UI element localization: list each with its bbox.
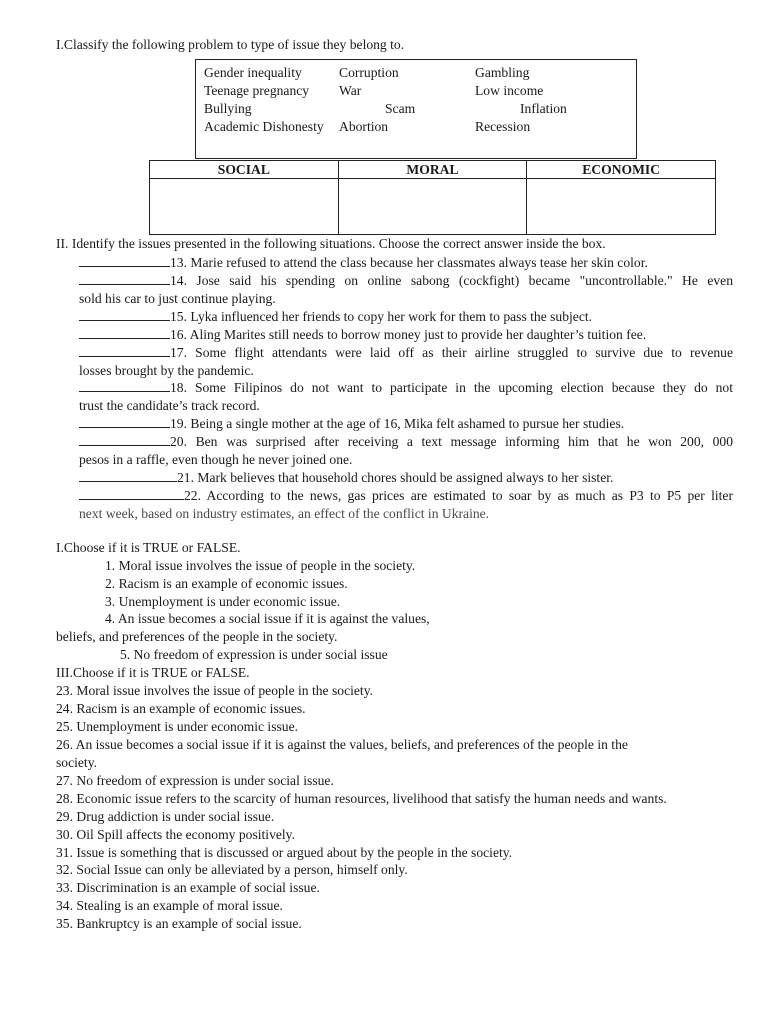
tf1-item: 3. Unemployment is under economic issue. xyxy=(105,594,341,609)
question-item: 15. Lyka influenced her friends to copy her work for them to pass the subject. xyxy=(79,307,733,326)
word-option: Bullying xyxy=(204,101,252,116)
tf-statement: 24. Racism is an example of economic issues. xyxy=(56,701,306,716)
question-item: 17. Some flight attendants were laid off as their airline struggled to survive due to revenue losses brought by the pandemic. xyxy=(79,345,733,378)
section1-instruction: I.Classify the following problem to type of issue they belong to. xyxy=(56,37,405,52)
question-item: 16. Aling Marites still needs to borrow money just to provide her daughter’s tuition fee. xyxy=(79,325,733,344)
answer-blank[interactable] xyxy=(79,253,170,267)
answer-blank[interactable] xyxy=(79,271,170,285)
word-option: Gambling xyxy=(475,65,530,80)
moral-answer-cell[interactable] xyxy=(338,179,527,235)
tf-statement: 34. Stealing is an example of moral issue. xyxy=(56,898,283,913)
social-answer-cell[interactable] xyxy=(150,179,339,235)
tf-statement: 35. Bankruptcy is an example of social issue. xyxy=(56,916,302,931)
answer-blank[interactable] xyxy=(79,378,170,392)
tf-statement: 23. Moral issue involves the issue of people in the society. xyxy=(56,683,374,698)
question-item: 21. Mark believes that household chores should be assigned always to her sister. xyxy=(79,468,733,487)
tf-statement: 27. No freedom of expression is under social issue. xyxy=(56,773,334,788)
question-item: 22. According to the news, gas prices are estimated to soar by as much as P3 to P5 per liter next week, based on industry estimates, an effect of the conflict in Ukraine. xyxy=(79,488,733,521)
word-option: Abortion xyxy=(339,119,389,134)
answer-blank[interactable] xyxy=(79,432,170,446)
question-item: 18. Some Filipinos do not want to participate in the upcoming election because they do not trust the candidate’s track record. xyxy=(79,380,733,413)
word-option: War xyxy=(339,83,362,98)
tf1-item-continued: beliefs, and preferences of the people in the society. xyxy=(56,629,338,644)
section2-instruction: II. Identify the issues presented in the following situations. Choose the correct answer inside the box. xyxy=(56,236,606,251)
question-item: 14. Jose said his spending on online sabong (cockfight) became "uncontrollable." He even sold his car to just continue playing. xyxy=(79,273,733,306)
question-item: 20. Ben was surprised after receiving a text message informing him that he won 200, 000 pesos in a raffle, even though he never joined one. xyxy=(79,434,733,467)
tf1-item: 5. No freedom of expression is under social issue xyxy=(120,647,388,662)
answer-blank[interactable] xyxy=(79,468,177,482)
tf-statement: 29. Drug addiction is under social issue. xyxy=(56,809,275,824)
moral-header: MORAL xyxy=(338,161,527,179)
tf-statement: 33. Discrimination is an example of social issue. xyxy=(56,880,320,895)
word-option: Corruption xyxy=(339,65,399,80)
tf1-item: 2. Racism is an example of economic issues. xyxy=(105,576,348,591)
tf-statement: 31. Issue is something that is discussed or argued about by the people in the society. xyxy=(56,845,513,860)
word-option: Teenage pregnancy xyxy=(204,83,310,98)
answer-blank[interactable] xyxy=(79,414,170,428)
tf-statement: 26. An issue becomes a social issue if it is against the values, beliefs, and preferences of the people in the xyxy=(56,737,628,752)
classification-table xyxy=(149,160,716,235)
answer-blank[interactable] xyxy=(79,325,170,339)
tf-statement: society. xyxy=(56,755,98,770)
tf1-item: 1. Moral issue involves the issue of people in the society. xyxy=(105,558,416,573)
question-item: 13. Marie refused to attend the class because her classmates always tease her skin color. xyxy=(79,253,733,272)
word-option: Academic Dishonesty xyxy=(204,119,324,134)
tf1-instruction: I.Choose if it is TRUE or FALSE. xyxy=(56,540,241,555)
word-box xyxy=(195,59,637,159)
economic-answer-cell[interactable] xyxy=(527,179,716,235)
tf-statement: 32. Social Issue can only be alleviated by a person, himself only. xyxy=(56,862,408,877)
word-option: Low income xyxy=(475,83,544,98)
word-option: Scam xyxy=(385,101,416,116)
word-option: Inflation xyxy=(520,101,567,116)
answer-blank[interactable] xyxy=(79,486,184,500)
section3-instruction: III.Choose if it is TRUE or FALSE. xyxy=(56,665,250,680)
word-option: Recession xyxy=(475,119,531,134)
word-option: Gender inequality xyxy=(204,65,302,80)
tf-statement: 25. Unemployment is under economic issue. xyxy=(56,719,298,734)
question-item: 19. Being a single mother at the age of 16, Mika felt ashamed to pursue her studies. xyxy=(79,414,733,433)
tf-statement: 30. Oil Spill affects the economy positively. xyxy=(56,827,295,842)
answer-blank[interactable] xyxy=(79,343,170,357)
tf1-item: 4. An issue becomes a social issue if it is against the values, xyxy=(105,611,430,626)
tf-statement: 28. Economic issue refers to the scarcity of human resources, livelihood that satisfy the human needs and wants. xyxy=(56,791,667,806)
social-header: SOCIAL xyxy=(150,161,339,179)
answer-blank[interactable] xyxy=(79,307,170,321)
economic-header: ECONOMIC xyxy=(527,161,716,179)
